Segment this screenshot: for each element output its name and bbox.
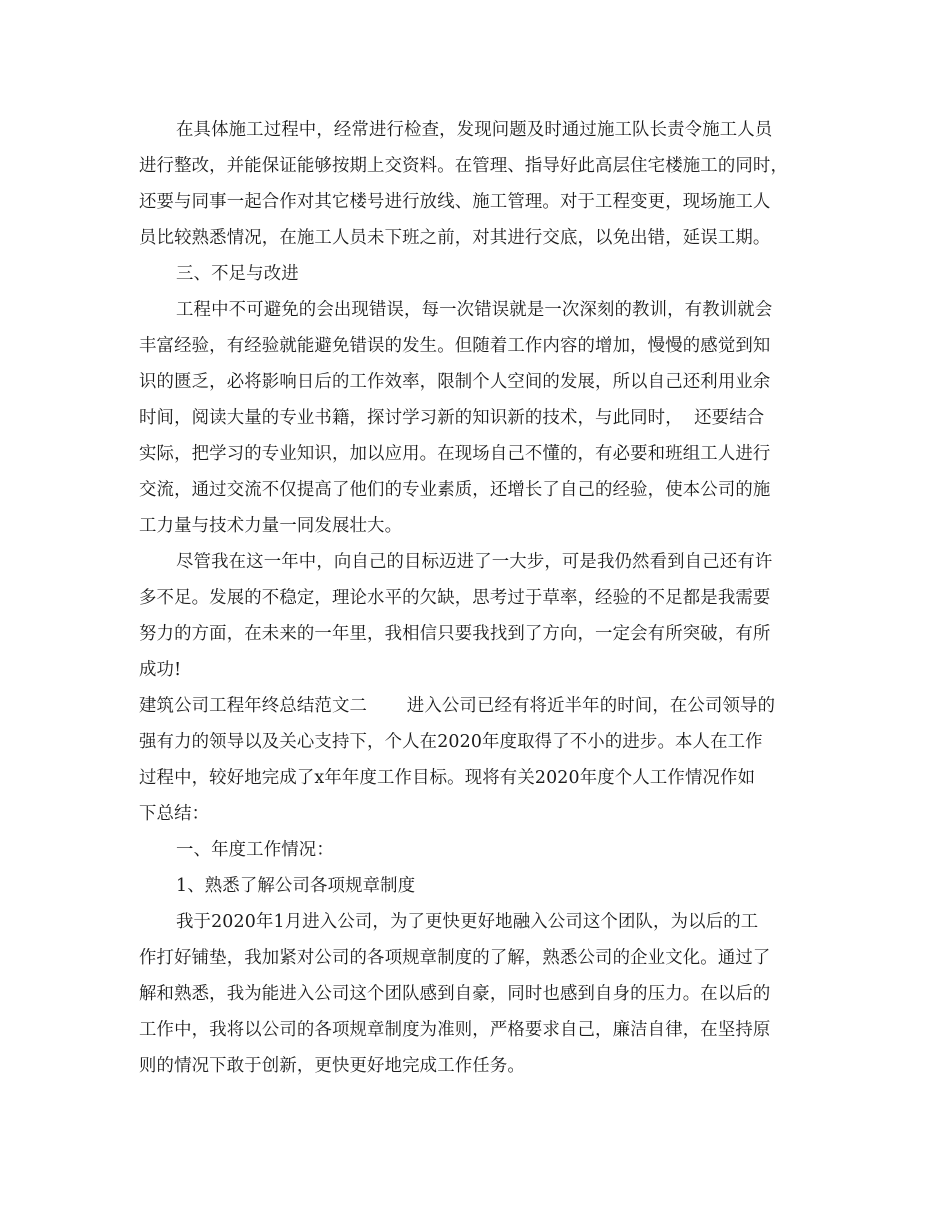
- section-heading: 一、年度工作情况：: [176, 840, 334, 860]
- paragraph-line: 我于2020年1月进入公司，为了更快更好地融入公司这个团队，为以后的工: [176, 912, 759, 932]
- paragraph-line: 则的情况下敢于创新，更快更好地完成工作任务。: [139, 1056, 525, 1076]
- subsection-heading: 1、熟悉了解公司各项规章制度: [176, 876, 416, 896]
- paragraph-line: 下总结：: [139, 804, 210, 824]
- paragraph-line: 丰富经验，有经验就能避免错误的发生。但随着工作内容的增加，慢慢的感觉到知: [139, 336, 771, 356]
- paragraph-line: 作打好铺垫，我加紧对公司的各项规章制度的了解，熟悉公司的企业文化。通过了: [139, 948, 771, 968]
- paragraph-line: 在具体施工过程中，经常进行检查，发现问题及时通过施工队长责令施工人员: [176, 120, 773, 140]
- paragraph-line: 工力量与技术力量一同发展壮大。: [139, 516, 403, 536]
- paragraph-line: 时间，阅读大量的专业书籍，探讨学习新的知识新的技术，与此同时， 还要结合: [139, 408, 765, 428]
- paragraph-line: 进行整改，并能保证能够按期上交资料。在管理、指导好此高层住宅楼施工的同时，: [139, 156, 789, 176]
- paragraph-line: 努力的方面，在未来的一年里，我相信只要我找到了方向，一定会有所突破，有所: [139, 624, 771, 644]
- paragraph-line: 过程中，较好地完成了x年年度工作目标。现将有关2020年度个人工作情况作如: [139, 768, 756, 788]
- section-heading: 三、不足与改进: [176, 264, 299, 284]
- paragraph-line: 多不足。发展的不稳定，理论水平的欠缺，思考过于草率，经验的不足都是我需要: [139, 588, 771, 608]
- paragraph-line: 交流，通过交流不仅提高了他们的专业素质，还增长了自己的经验，使本公司的施: [139, 480, 771, 500]
- paragraph-line: 工作中，我将以公司的各项规章制度为准则，严格要求自己，廉洁自律，在坚持原: [139, 1020, 771, 1040]
- paragraph-line: 建筑公司工程年终总结范文二 进入公司已经有将近半年的时间，在公司领导的: [139, 696, 776, 716]
- paragraph-line: 还要与同事一起合作对其它楼号进行放线、施工管理。对于工程变更，现场施工人: [139, 192, 771, 212]
- paragraph-line: 实际，把学习的专业知识，加以应用。在现场自己不懂的，有必要和班组工人进行: [139, 444, 771, 464]
- paragraph-line: 强有力的领导以及关心支持下，个人在2020年度取得了不小的进步。本人在工作: [139, 732, 763, 752]
- paragraph-line: 尽管我在这一年中，向自己的目标迈进了一大步，可是我仍然看到自己还有许: [176, 552, 773, 572]
- paragraph-line: 工程中不可避免的会出现错误，每一次错误就是一次深刻的教训，有教训就会: [176, 300, 773, 320]
- paragraph-line: 员比较熟悉情况，在施工人员未下班之前，对其进行交底，以免出错，延误工期。: [139, 228, 771, 248]
- paragraph-line: 解和熟悉，我为能进入公司这个团队感到自豪，同时也感到自身的压力。在以后的: [139, 984, 771, 1004]
- paragraph-line: 识的匮乏，必将影响日后的工作效率，限制个人空间的发展，所以自己还利用业余: [139, 372, 771, 392]
- paragraph-line: 成功!: [139, 660, 182, 680]
